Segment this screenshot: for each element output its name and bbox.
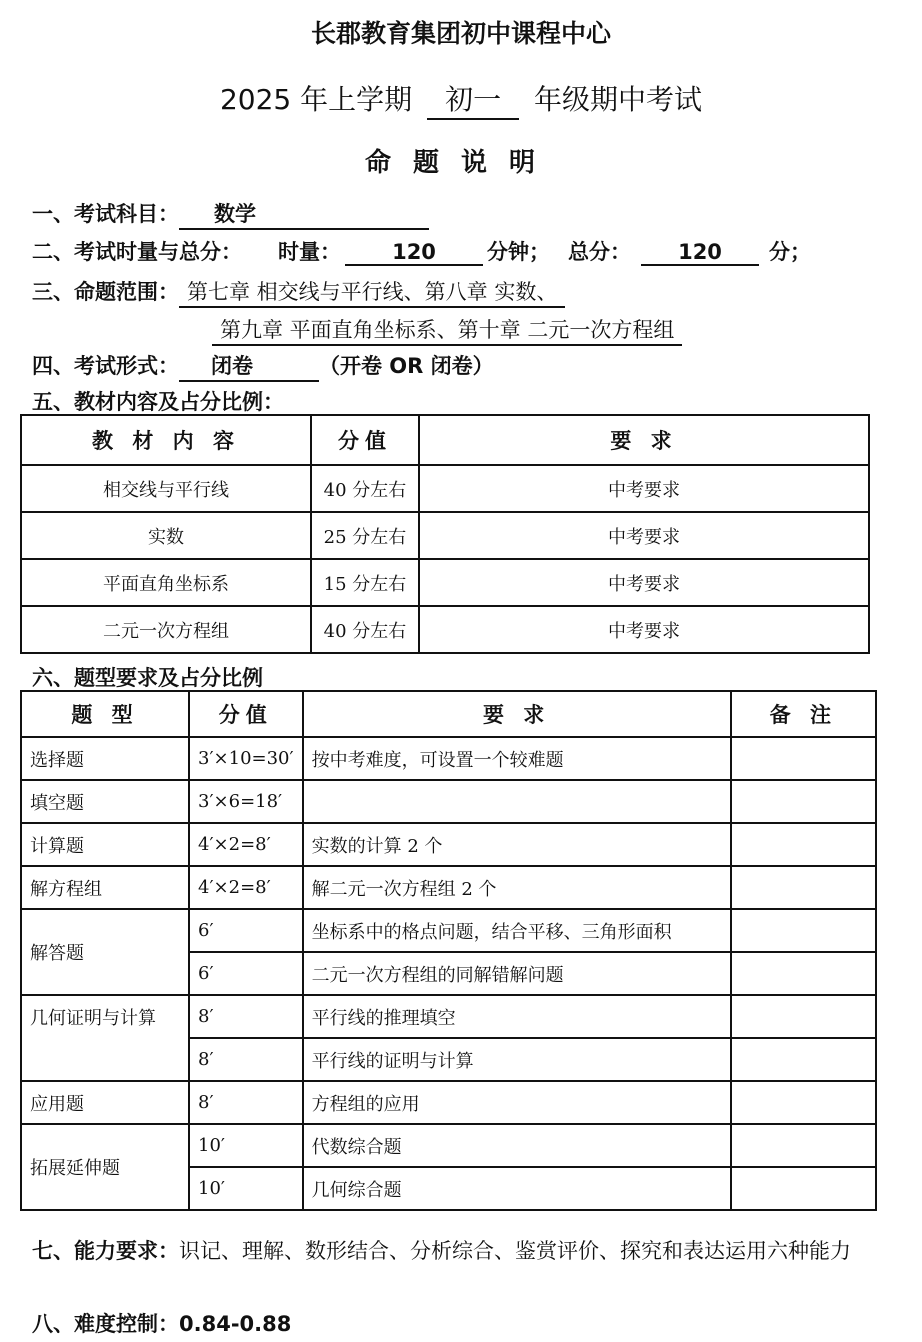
score-unit: 分； [769, 240, 811, 264]
form-note: （开卷 OR 闭卷） [319, 354, 494, 378]
requirement-cell: 中考要求 [419, 559, 869, 606]
score-cell: 6′ [189, 952, 303, 995]
remark-cell [731, 866, 876, 909]
score-cell: 10′ [189, 1124, 303, 1167]
type-cell: 应用题 [21, 1081, 189, 1124]
content-label: 五、教材内容及占分比例： [32, 390, 284, 414]
score-cell: 6′ [189, 909, 303, 952]
score-cell: 25 分左右 [311, 512, 419, 559]
table-row [21, 1081, 876, 1124]
col-content: 教 材 内 容 [21, 415, 311, 465]
remark-cell [731, 1167, 876, 1210]
remark-cell [731, 995, 876, 1038]
table-row [21, 606, 869, 653]
grade-value: 初一 [427, 78, 519, 120]
table-row [21, 512, 869, 559]
time-text: 时量： [278, 240, 341, 264]
content-cell: 实数 [21, 512, 311, 559]
score-cell: 3′×10=30′ [189, 737, 303, 780]
form-line [32, 350, 494, 382]
score-cell: 8′ [189, 1081, 303, 1124]
table-header-row [21, 691, 876, 737]
scope-line [32, 276, 565, 308]
score-cell: 4′×2=8′ [189, 823, 303, 866]
form-value: 闭卷 [179, 350, 319, 382]
table-row [21, 823, 876, 866]
col-type: 题 型 [21, 691, 189, 737]
type-cell: 解方程组 [21, 866, 189, 909]
remark-cell [731, 1081, 876, 1124]
form-label: 四、考试形式： [32, 354, 179, 378]
ability-label: 七、能力要求： [32, 1239, 179, 1263]
requirement-cell: 实数的计算 2 个 [303, 823, 731, 866]
content-cell: 相交线与平行线 [21, 465, 311, 512]
type-cell: 几何证明与计算 [21, 995, 189, 1081]
requirement-cell: 平行线的推理填空 [303, 995, 731, 1038]
table-row [21, 559, 869, 606]
subject-value: 数学 [179, 198, 429, 230]
org-title: 长郡教育集团初中课程中心 [310, 19, 611, 48]
exam-suffix: 年级期中考试 [533, 83, 702, 116]
requirement-cell: 几何综合题 [303, 1167, 731, 1210]
time-label: 二、考试时量与总分： [32, 240, 242, 264]
score-cell: 10′ [189, 1167, 303, 1210]
table-row [21, 780, 876, 823]
content-cell: 二元一次方程组 [21, 606, 311, 653]
col-requirement: 要 求 [303, 691, 731, 737]
requirement-cell [303, 780, 731, 823]
types-table [20, 690, 877, 1211]
types-label: 六、题型要求及占分比例 [32, 666, 263, 690]
table-header-row [21, 415, 869, 465]
score-value: 120 [641, 240, 759, 266]
requirement-cell: 解二元一次方程组 2 个 [303, 866, 731, 909]
ability-text: 识记、理解、数形结合、分析综合、鉴赏评价、探究和表达运用六种能力 [179, 1239, 851, 1263]
remark-cell [731, 780, 876, 823]
requirement-cell: 二元一次方程组的同解错解问题 [303, 952, 731, 995]
col-score: 分值 [189, 691, 303, 737]
exam-prefix: 2025 年上学期 [219, 83, 413, 116]
type-cell: 计算题 [21, 823, 189, 866]
score-cell: 40 分左右 [311, 606, 419, 653]
type-cell: 拓展延伸题 [21, 1124, 189, 1210]
col-score: 分值 [311, 415, 419, 465]
score-cell: 8′ [189, 1038, 303, 1081]
table-row [21, 866, 876, 909]
remark-cell [731, 909, 876, 952]
scope-label: 三、命题范围： [32, 280, 179, 304]
score-cell: 15 分左右 [311, 559, 419, 606]
subject-label: 一、考试科目： [32, 202, 179, 226]
scope-line1: 第七章 相交线与平行线、第八章 实数、 [179, 276, 565, 308]
requirement-cell: 中考要求 [419, 512, 869, 559]
remark-cell [731, 1124, 876, 1167]
ability-section [32, 1232, 882, 1270]
scope-line-2 [212, 314, 682, 346]
remark-cell [731, 952, 876, 995]
score-cell: 40 分左右 [311, 465, 419, 512]
table-row [21, 909, 876, 952]
table-row [21, 1124, 876, 1167]
difficulty-line [32, 1308, 291, 1338]
content-table [20, 414, 870, 654]
requirement-cell: 平行线的证明与计算 [303, 1038, 731, 1081]
exam-title [0, 78, 922, 120]
difficulty-value: 0.84-0.88 [179, 1312, 292, 1336]
content-cell: 平面直角坐标系 [21, 559, 311, 606]
time-value: 120 [345, 240, 483, 266]
remark-cell [731, 737, 876, 780]
difficulty-label: 八、难度控制： [32, 1312, 179, 1336]
requirement-cell: 方程组的应用 [303, 1081, 731, 1124]
doc-title: 命题说明 [364, 148, 557, 178]
table-row [21, 995, 876, 1038]
score-cell: 3′×6=18′ [189, 780, 303, 823]
col-requirement: 要 求 [419, 415, 869, 465]
requirement-cell: 按中考难度，可设置一个较难题 [303, 737, 731, 780]
requirement-cell: 中考要求 [419, 606, 869, 653]
time-unit: 分钟； [487, 240, 550, 264]
type-cell: 解答题 [21, 909, 189, 995]
table-row [21, 465, 869, 512]
requirement-cell: 中考要求 [419, 465, 869, 512]
scope-line2: 第九章 平面直角坐标系、第十章 二元一次方程组 [212, 314, 682, 346]
time-line [32, 236, 811, 266]
col-remark: 备 注 [731, 691, 876, 737]
score-cell: 4′×2=8′ [189, 866, 303, 909]
requirement-cell: 代数综合题 [303, 1124, 731, 1167]
score-cell: 8′ [189, 995, 303, 1038]
remark-cell [731, 823, 876, 866]
table-row [21, 737, 876, 780]
subject-line [32, 198, 429, 230]
type-cell: 选择题 [21, 737, 189, 780]
requirement-cell: 坐标系中的格点问题，结合平移、三角形面积 [303, 909, 731, 952]
score-text: 总分： [568, 240, 631, 264]
remark-cell [731, 1038, 876, 1081]
type-cell: 填空题 [21, 780, 189, 823]
